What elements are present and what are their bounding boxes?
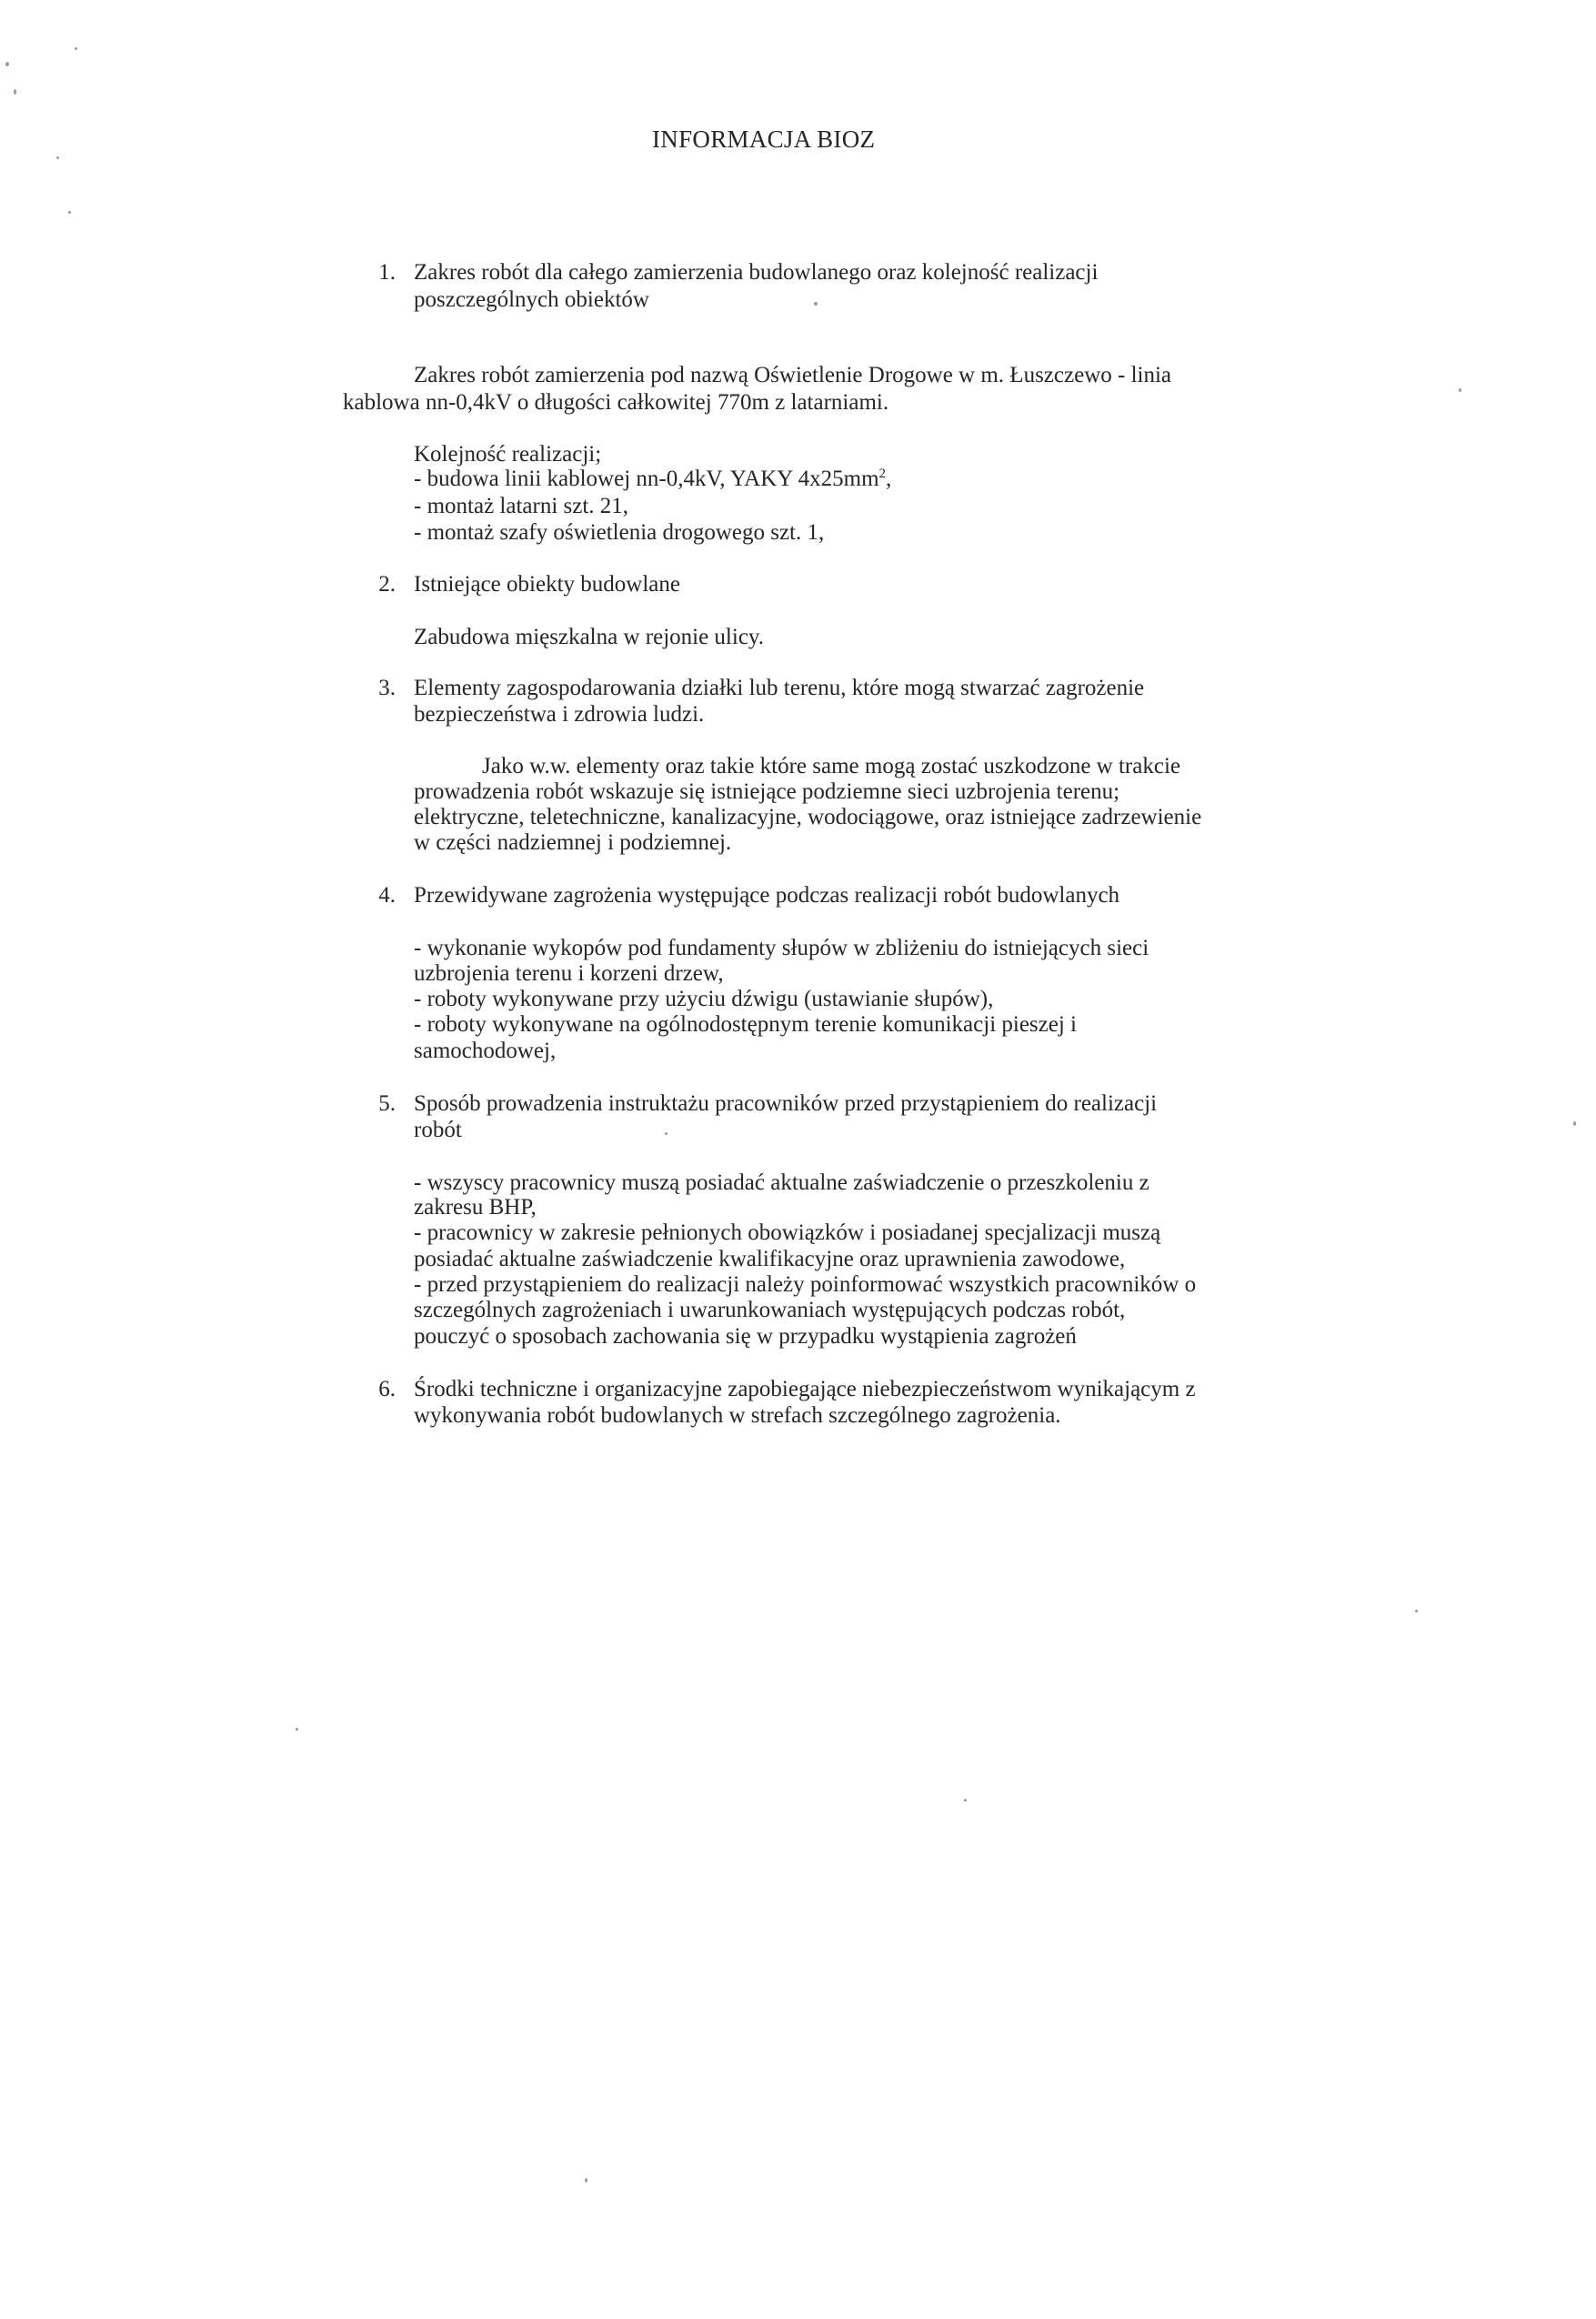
scan-speck xyxy=(1415,1610,1418,1612)
section-3-body-line-2: prowadzenia robót wskazuje się istniejące podziemne sieci uzbrojenia terenu; xyxy=(414,779,1120,804)
section-4-body-line-2: uzbrojenia terenu i korzeni drzew, xyxy=(414,961,724,986)
scan-speck xyxy=(68,211,71,214)
section-5-body-line-3: - pracownicy w zakresie pełnionych obowiązków i posiadanej specjalizacji muszą xyxy=(414,1220,1161,1245)
scan-speck xyxy=(814,302,818,306)
section-5-body-line-7: pouczyć o sposobach zachowania się w przypadku wystąpienia zagrożeń xyxy=(414,1324,1077,1349)
scan-speck xyxy=(585,2178,587,2183)
section-3-body-line-4: w części nadziemnej i podziemnej. xyxy=(414,830,732,855)
scan-speck xyxy=(5,62,9,66)
section-6-heading-line-1: Środki techniczne i organizacyjne zapobiegające niebezpieczeństwom wynikającym z xyxy=(414,1377,1196,1401)
section-1-heading-line-1: Zakres robót dla całego zamierzenia budowlanego oraz kolejność realizacji xyxy=(414,260,1099,285)
section-4-heading: Przewidywane zagrożenia występujące podczas realizacji robót budowlanych xyxy=(414,883,1120,908)
section-6-number: 6. xyxy=(378,1377,396,1401)
section-5-body-line-6: szczególnych zagrożeniach i uwarunkowaniach występujących podczas robót, xyxy=(414,1298,1126,1322)
section-3-heading-line-2: bezpieczeństwa i zdrowia ludzi. xyxy=(414,702,705,727)
section-5-body-line-2: zakresu BHP, xyxy=(414,1195,537,1220)
section-3-body-line-3: elektryczne, teletechniczne, kanalizacyjne, wodociągowe, oraz istniejące zadrzewienie xyxy=(414,805,1202,829)
section-1-order-item-2: - montaż latarni szt. 21, xyxy=(414,494,629,518)
section-4-body-line-5: samochodowej, xyxy=(414,1039,557,1063)
scan-speck xyxy=(964,1799,967,1802)
section-1-heading-line-2: poszczególnych obiektów xyxy=(414,287,649,312)
section-5-number: 5. xyxy=(378,1091,396,1116)
scan-speck xyxy=(14,89,16,95)
section-1-number: 1. xyxy=(378,260,396,285)
section-5-body-line-4: posiadać aktualne zaświadczenie kwalifikacyjne oraz uprawnienia zawodowe, xyxy=(414,1247,1126,1271)
scan-speck xyxy=(75,47,77,50)
section-5-heading-line-2: robót xyxy=(414,1118,462,1142)
section-5-body-line-1: - wszyscy pracownicy muszą posiadać aktualne zaświadczenie o przeszkoleniu z xyxy=(414,1170,1149,1195)
section-3-body-line-1: Jako w.w. elementy oraz takie które same mogą zostać uszkodzone w trakcie xyxy=(482,754,1180,778)
section-1-order-item-3: - montaż szafy oświetlenia drogowego szt. 1, xyxy=(414,520,825,545)
scan-speck xyxy=(1459,388,1461,392)
scan-speck xyxy=(665,1132,668,1135)
scan-speck xyxy=(296,1728,298,1731)
section-1-scope-line-1: Zakres robót zamierzenia pod nazwą Oświetlenie Drogowe w m. Łuszczewo - linia xyxy=(414,363,1172,387)
section-1-order-label: Kolejność realizacji; xyxy=(414,442,602,467)
section-3-number: 3. xyxy=(378,676,396,700)
section-4-body-line-3: - roboty wykonywane przy użyciu dźwigu (ustawianie słupów), xyxy=(414,987,994,1011)
section-3-heading-line-1: Elementy zagospodarowania działki lub terenu, które mogą stwarzać zagrożenie xyxy=(414,676,1145,700)
section-2-heading: Istniejące obiekty budowlane xyxy=(414,572,680,597)
section-4-number: 4. xyxy=(378,883,396,908)
scan-speck xyxy=(1573,1121,1576,1126)
section-1-scope-line-2: kablowa nn-0,4kV o długości całkowitej 770m z latarniami. xyxy=(343,390,889,415)
section-2-number: 2. xyxy=(378,572,396,597)
section-1-order-item-1: - budowa linii kablowej nn-0,4kV, YAKY $4x25mm^2$, xyxy=(414,467,892,491)
section-4-body-line-1: - wykonanie wykopów pod fundamenty słupów w zbliżeniu do istniejących sieci xyxy=(414,936,1149,960)
section-5-body-line-5: - przed przystąpieniem do realizacji należy poinformować wszystkich pracowników o xyxy=(414,1272,1197,1297)
document-title: INFORMACJA BIOZ xyxy=(652,125,876,153)
section-6-heading-line-2: wykonywania robót budowlanych w strefach szczególnego zagrożenia. xyxy=(414,1403,1061,1428)
section-5-heading-line-1: Sposób prowadzenia instruktażu pracowników przed przystąpieniem do realizacji xyxy=(414,1091,1158,1116)
section-4-body-line-4: - roboty wykonywane na ogólnodostępnym terenie komunikacji pieszej i xyxy=(414,1012,1077,1037)
section-2-body: Zabudowa mięszkalna w rejonie ulicy. xyxy=(414,625,765,649)
scan-speck xyxy=(56,156,59,159)
